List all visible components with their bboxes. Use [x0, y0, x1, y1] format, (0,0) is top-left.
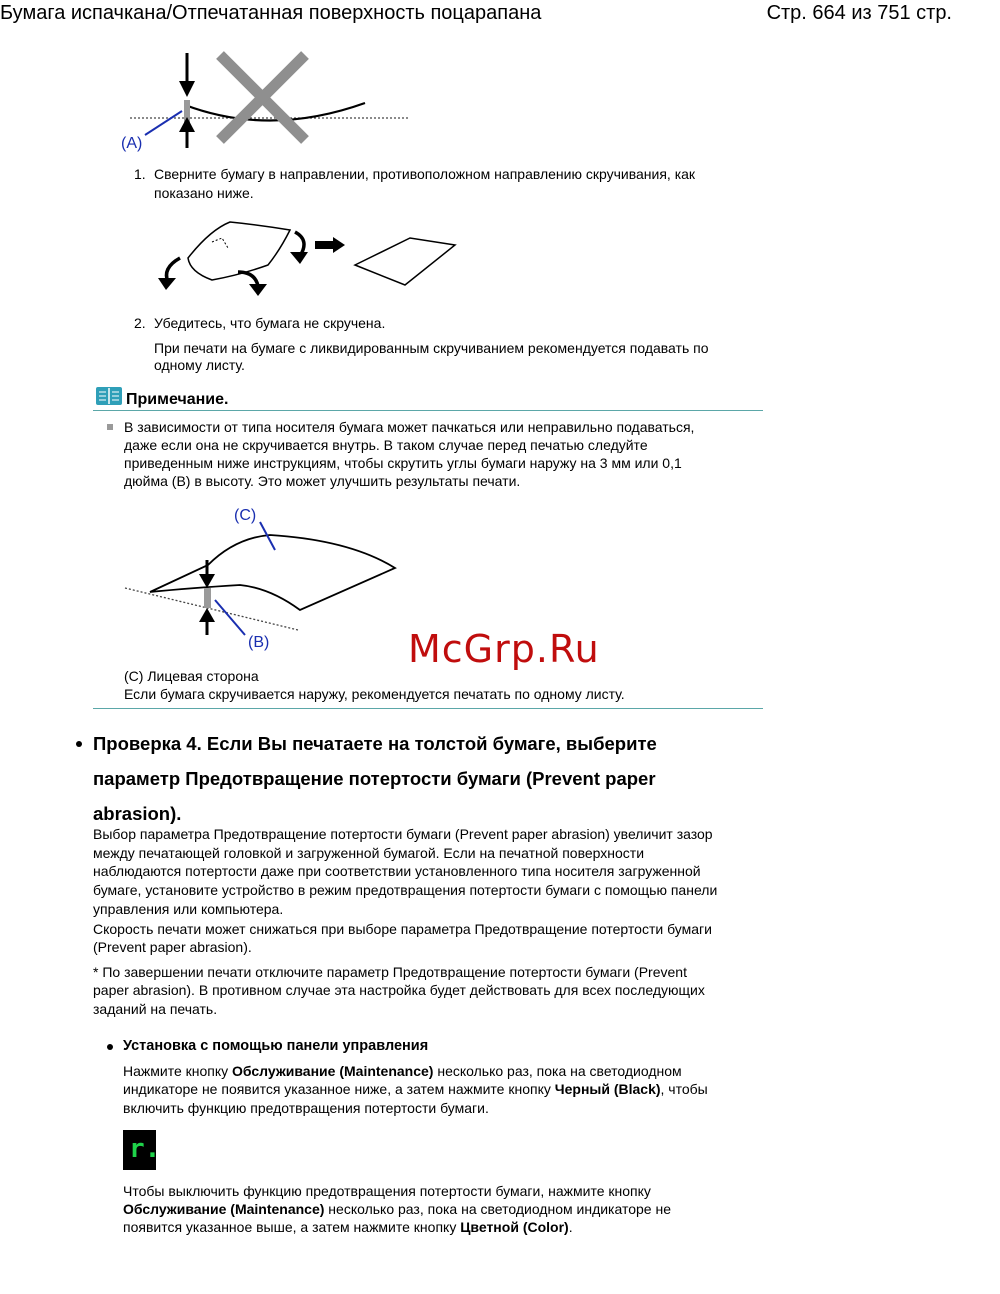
bullet-icon [76, 741, 82, 747]
page-counter: Стр. 664 из 751 стр. [766, 2, 952, 24]
paragraph-line: (Prevent paper abrasion). [93, 939, 252, 955]
paragraph-line: Выбор параметра Предотвращение потертости бумаги (Prevent paper abrasion) увеличит зазор [93, 826, 713, 842]
step-note: одному листу. [154, 357, 245, 373]
curl-diagram-bc [120, 500, 410, 665]
decurl-diagram [150, 210, 470, 305]
step-note: При печати на бумаге с ликвидированным скручиванием рекомендуется подавать по [154, 340, 709, 356]
instruction-line: появится указанное выше, а затем нажмите кнопку Цветной (Color). [123, 1219, 573, 1235]
label-b: (B) [248, 634, 270, 651]
note-divider [93, 410, 763, 411]
step-text: Сверните бумагу в направлении, противоположном направлению скручивания, как [154, 166, 696, 182]
instruction-line: Обслуживание (Maintenance) несколько раз, пока на светодиодном индикаторе не [123, 1201, 671, 1217]
label-c: (C) [234, 507, 257, 524]
note-divider [93, 708, 763, 709]
paragraph-line: между печатающей головкой и загруженной бумагой. Если на печатной поверхности [93, 845, 645, 861]
label-a: (A) [121, 135, 143, 152]
paragraph-line: paper abrasion). В противном случае эта настройка будет действовать для всех последующих [93, 982, 705, 998]
note-line: даже если она не скручивается внутрь. В таком случае перед печатью следуйте [124, 437, 648, 453]
bullet-icon [107, 1044, 113, 1050]
subsection-heading: Установка с помощью панели управления [123, 1038, 429, 1054]
watermark: McGrp.Ru [408, 627, 600, 671]
paragraph-line: * По завершении печати отключите параметр Предотвращение потертости бумаги (Prevent [93, 964, 687, 980]
curl-diagram-a [110, 45, 420, 155]
paragraph-line: Скорость печати может снижаться при выборе параметра Предотвращение потертости бумаги [93, 921, 712, 937]
figure-caption: (C) Лицевая сторона [124, 668, 259, 684]
figure-caption: Если бумага скручивается наружу, рекомендуется печатать по одному листу. [124, 686, 625, 702]
instruction-line: включить функцию предотвращения потертости бумаги. [123, 1100, 489, 1116]
note-title: Примечание. [126, 391, 229, 408]
note-line: дюйма (B) в высоту. Это может улучшить результаты печати. [124, 473, 521, 489]
step-text: показано ниже. [154, 185, 254, 201]
step-number: 2. [134, 315, 146, 331]
instruction-line: Чтобы выключить функцию предотвращения потертости бумаги, нажмите кнопку [123, 1183, 651, 1199]
section-heading: abrasion). [93, 803, 182, 824]
step-number: 1. [134, 166, 146, 182]
section-heading: Проверка 4. Если Вы печатаете на толстой бумаге, выберите [93, 733, 657, 754]
square-bullet-icon [107, 424, 113, 430]
note-line: приведенным ниже инструкциям, чтобы скрутить углы бумаги наружу на 3 мм или 0,1 [124, 455, 682, 471]
note-line: В зависимости от типа носителя бумага может пачкаться или неправильно подаваться, [124, 419, 695, 435]
led-glyph: r. [129, 1134, 161, 1164]
paragraph-line: бумаге, установите устройство в режим предотвращения потертости бумаги с помощью панели [93, 882, 718, 898]
step-text: Убедитесь, что бумага не скручена. [154, 315, 386, 331]
instruction-line: Нажмите кнопку Обслуживание (Maintenance) несколько раз, пока на светодиодном [123, 1063, 682, 1079]
led-indicator [123, 1130, 161, 1170]
book-icon [95, 386, 123, 406]
paragraph-line: заданий на печать. [93, 1001, 218, 1017]
page-title: Бумага испачкана/Отпечатанная поверхность поцарапана [0, 2, 542, 24]
section-heading: параметр Предотвращение потертости бумаги (Prevent paper [93, 768, 656, 789]
instruction-line: индикаторе не появится указанное ниже, а затем нажмите кнопку Черный (Black), чтобы [123, 1081, 708, 1097]
paragraph-line: управления или компьютера. [93, 901, 284, 917]
paragraph-line: наблюдаются потертости даже при соответствии установленного типа носителя загруженной [93, 863, 701, 879]
